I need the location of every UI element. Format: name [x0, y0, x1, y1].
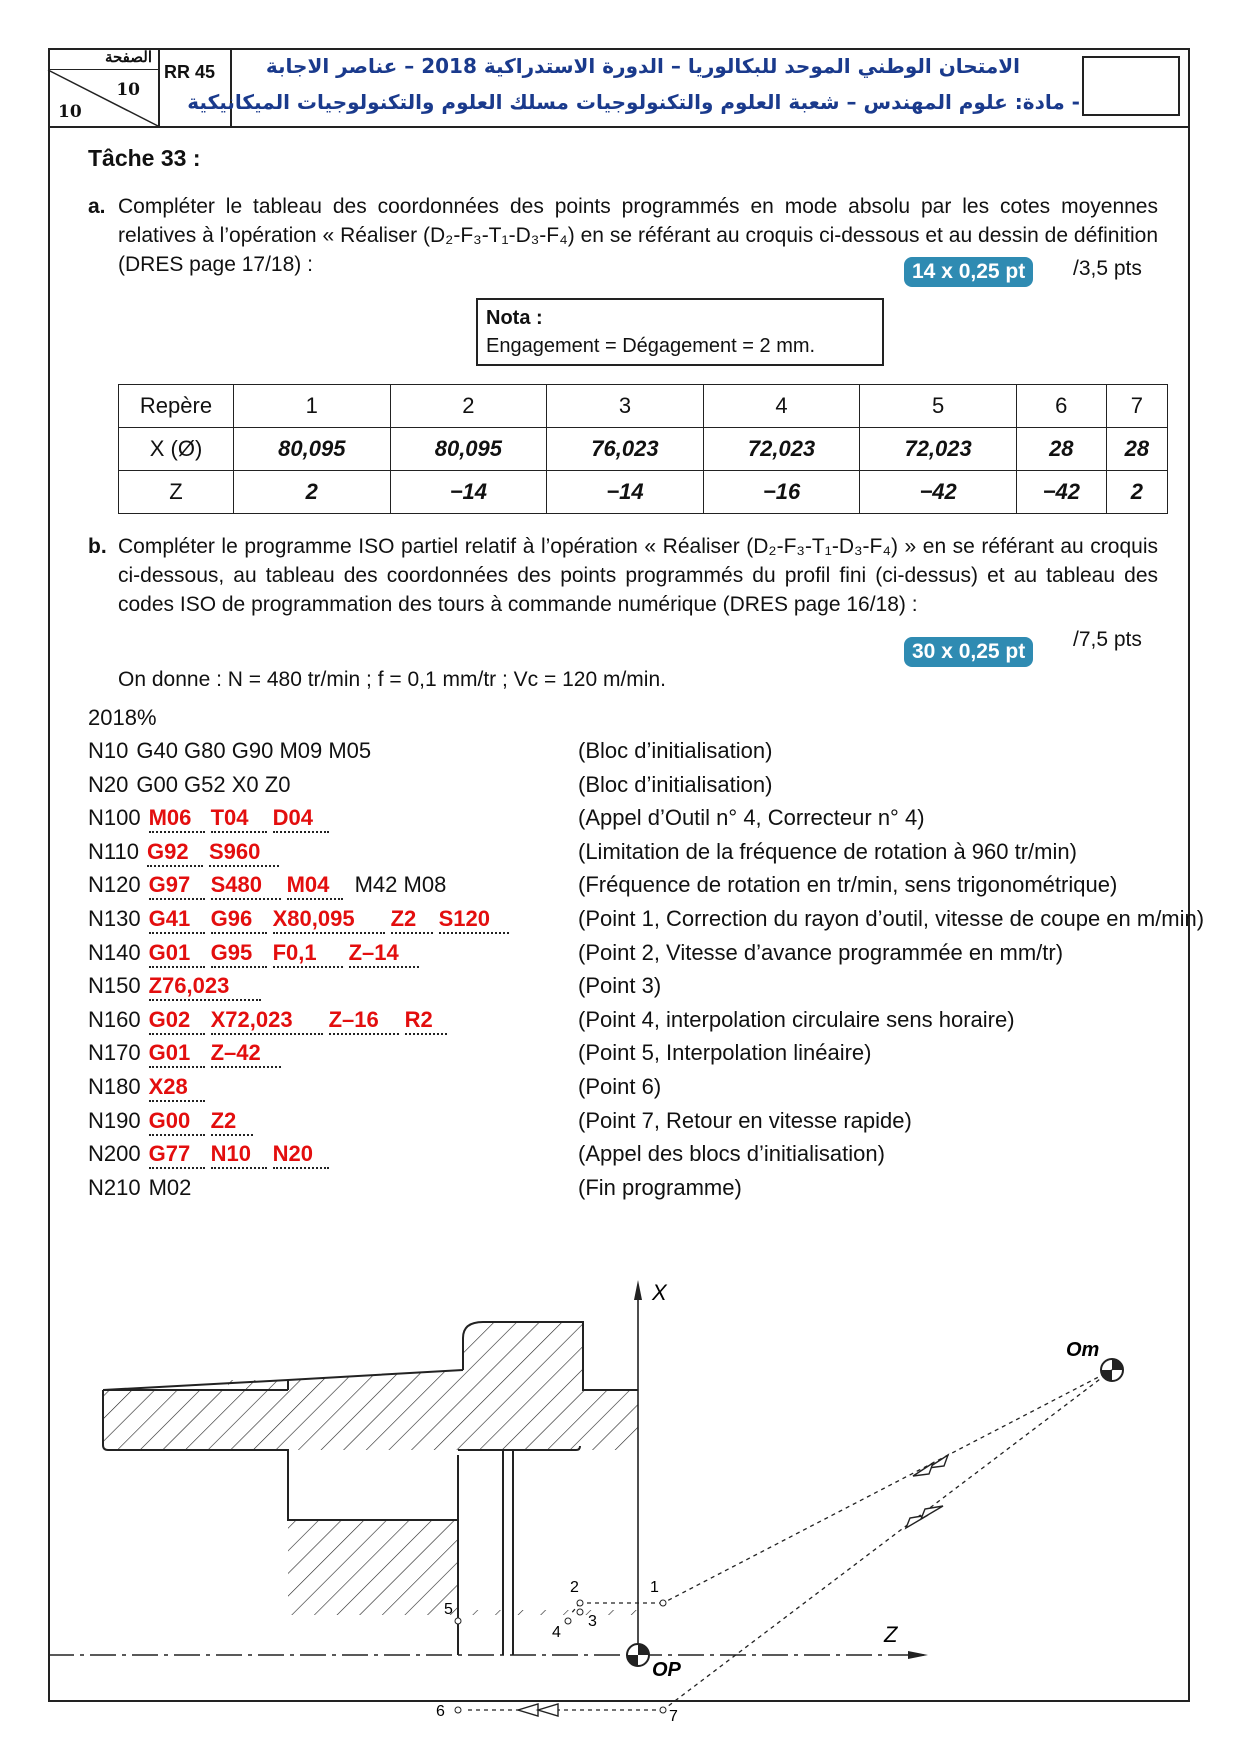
answer-field: M04 — [287, 872, 343, 900]
block-number: N10 — [88, 738, 129, 763]
question-b-text: Compléter le programme ISO partiel relatif à l’opération « Réaliser (D₂-F₃-T₁-D₃-F₄) » en se référant au croquis ci-dessous, au tableau des coordonnées des points programmés du profil fini (ci-dessus) et au tableau des codes ISO de programmation des tours à commande numérique (DRES page 16/18) : — [118, 535, 1158, 616]
answer-field: G97 — [149, 872, 205, 900]
block-comment: (Appel d’Outil n° 4, Correcteur n° 4) — [578, 805, 925, 831]
answer-field: G00 — [149, 1108, 205, 1136]
block-comment: (Bloc d’initialisation) — [578, 771, 773, 797]
point-4-label: 4 — [552, 1624, 561, 1641]
program-line — [88, 738, 371, 764]
z-value-cell: −42 — [1016, 471, 1106, 514]
answer-field: N20 — [273, 1141, 329, 1169]
x-value-cell: 72,023 — [703, 428, 860, 471]
nota-text: Engagement = Dégagement = 2 mm. — [486, 335, 816, 357]
exam-title: الامتحان الوطني الموحد للبكالوريا – الدورة الاستدراكية 2018 – عناصر الاجابة — [265, 54, 1020, 78]
point-6-label: 6 — [436, 1703, 445, 1720]
answer-field: G92 — [147, 839, 203, 867]
inner-step — [288, 1450, 458, 1520]
page-header — [48, 48, 1190, 128]
answer-field: M06 — [149, 805, 205, 833]
answer-field: Z–14 — [349, 940, 419, 968]
answer-field: S480 — [211, 872, 281, 900]
repere-cell: 4 — [703, 385, 860, 428]
program-line — [88, 940, 425, 968]
z-value-cell: −16 — [703, 471, 860, 514]
block-code: G40 G80 G90 M09 M05 — [136, 738, 372, 763]
answer-field: G77 — [149, 1141, 205, 1169]
z-value-cell: −14 — [390, 471, 547, 514]
z-value-cell: 2 — [1106, 471, 1167, 514]
answer-field: G01 — [149, 940, 205, 968]
answer-field: S960 — [209, 839, 279, 867]
program-line — [88, 805, 335, 833]
block-number: N120 — [88, 872, 141, 898]
program-line — [88, 1074, 211, 1102]
machining-sketch — [48, 1270, 1190, 1725]
question-b-label: b. — [88, 535, 107, 558]
answer-field: G02 — [149, 1007, 205, 1035]
answer-field: G96 — [211, 906, 267, 934]
task-title: Tâche 33 : — [88, 145, 201, 171]
om-origin — [1066, 1339, 1123, 1381]
repere-cell: 7 — [1106, 385, 1167, 428]
answer-field: X80,095 — [273, 906, 385, 934]
block-number: N100 — [88, 805, 141, 831]
z-axis-arrow — [908, 1651, 928, 1659]
page-total: 10 — [58, 102, 82, 122]
block-comment: (Point 3) — [578, 973, 662, 999]
z-value-cell: −14 — [547, 471, 704, 514]
coordinates-table — [118, 384, 1168, 514]
answer-field: F0,1 — [273, 940, 343, 968]
block-number: N20 — [88, 771, 129, 797]
answer-field: S120 — [439, 906, 509, 934]
x-value-cell: 72,023 — [860, 428, 1017, 471]
z-value-cell: −42 — [860, 471, 1017, 514]
block-comment: (Point 7, Retour en vitesse rapide) — [578, 1107, 912, 1133]
program-line — [88, 1040, 287, 1068]
program-line — [88, 772, 290, 798]
program-line — [88, 906, 515, 934]
program-line — [88, 872, 446, 900]
nota-title: Nota : — [486, 307, 543, 329]
question-a-text: Compléter le tableau des coordonnées des points programmés en mode absolu par les cotes moyennes relatives à l’opération « Réaliser (D₂-F₃-T₁-D₃-F₄) en se référant au croquis ci-dessous et au dessin de définition (DRES page 17/18) : — [118, 195, 1158, 276]
row-label-x: X (Ø) — [119, 428, 234, 471]
question-b — [88, 532, 1158, 619]
block-code: G00 G52 X0 Z0 — [136, 771, 291, 797]
answer-field: G01 — [149, 1040, 205, 1068]
op-label: OP — [652, 1659, 681, 1681]
block-comment: (Fin programme) — [578, 1174, 742, 1200]
inner-bore — [458, 1450, 638, 1610]
block-comment: (Point 2, Vitesse d’avance programmée en mm/tr) — [578, 939, 1064, 965]
block-number: N160 — [88, 1006, 141, 1032]
points-b: /7,5 pts — [1073, 628, 1142, 651]
block-number: N190 — [88, 1107, 141, 1133]
block-comment: (Appel des blocs d’initialisation) — [578, 1141, 885, 1167]
block-comment: (Point 1, Correction du rayon d’outil, vitesse de coupe en m/min) — [578, 906, 1205, 931]
x-value-cell: 80,095 — [234, 428, 391, 471]
block-number: N140 — [88, 939, 141, 965]
exam-code: RR 45 — [158, 48, 232, 126]
om-label: Om — [1066, 1339, 1100, 1361]
x-value-cell: 76,023 — [547, 428, 704, 471]
answer-field: Z–16 — [329, 1007, 399, 1035]
point-1-label: 1 — [650, 1579, 659, 1596]
table-row — [119, 428, 1168, 471]
program-line — [88, 1007, 453, 1035]
repere-cell: 3 — [547, 385, 704, 428]
x-value-cell: 28 — [1106, 428, 1167, 471]
x-value-cell: 28 — [1016, 428, 1106, 471]
answer-field: T04 — [211, 805, 267, 833]
block-comment: (Limitation de la fréquence de rotation à 960 tr/min) — [578, 838, 1077, 864]
block-code: M02 — [148, 1174, 192, 1200]
program-line — [88, 1108, 259, 1136]
block-number: N110 — [88, 838, 139, 864]
point-3-label: 3 — [588, 1613, 597, 1630]
answer-field: N10 — [211, 1141, 267, 1169]
answer-field: G95 — [211, 940, 267, 968]
left-bore — [103, 1450, 288, 1615]
points-a: /3,5 pts — [1073, 257, 1142, 280]
row-label-z: Z — [119, 471, 234, 514]
exam-subject: - مادة: علوم المهندس – شعبة العلوم والتكنولوجيات مسلك العلوم والتكنولوجيات الميكانيكية — [187, 90, 1080, 114]
answer-field: X72,023 — [211, 1007, 323, 1035]
z-value-cell: 2 — [234, 471, 391, 514]
answer-field: Z–42 — [211, 1040, 281, 1068]
answer-field: G41 — [149, 906, 205, 934]
block-comment: (Bloc d’initialisation) — [578, 738, 773, 763]
block-number: N130 — [88, 906, 141, 931]
program-line — [88, 1141, 335, 1169]
grade-box — [1082, 56, 1180, 116]
program-line — [88, 839, 285, 867]
block-number: N170 — [88, 1040, 141, 1066]
table-row — [119, 471, 1168, 514]
page-number: 10 — [116, 80, 140, 100]
answer-field: R2 — [405, 1007, 447, 1035]
repere-cell: 6 — [1016, 385, 1106, 428]
answer-field: Z76,023 — [149, 973, 261, 1001]
op-origin — [627, 1644, 682, 1681]
program-line — [88, 973, 267, 1001]
block-comment: (Fréquence de rotation en tr/min, sens trigonométrique) — [578, 872, 1118, 898]
x-axis-arrow — [634, 1280, 642, 1300]
table-row — [119, 385, 1168, 428]
block-number: N150 — [88, 973, 141, 999]
point-2-label: 2 — [570, 1579, 579, 1596]
page-label: الصفحة — [48, 48, 158, 70]
x-value-cell: 80,095 — [390, 428, 547, 471]
block-suffix: M42 M08 — [354, 872, 447, 898]
program-line — [88, 1175, 191, 1201]
block-number: N210 — [88, 1174, 141, 1200]
point-5-label: 5 — [444, 1601, 453, 1618]
z-axis-label: Z — [884, 1622, 898, 1647]
answer-field: D04 — [273, 805, 329, 833]
x-axis-label: X — [652, 1280, 667, 1305]
repere-cell: 1 — [234, 385, 391, 428]
point-7-label: 7 — [669, 1708, 678, 1725]
block-comment: (Point 4, interpolation circulaire sens horaire) — [578, 1006, 1015, 1032]
row-label-repere: Repère — [119, 385, 234, 428]
score-badge-a: 14 x 0,25 pt — [904, 257, 1033, 287]
nota-box — [476, 298, 884, 366]
repere-cell: 5 — [860, 385, 1017, 428]
question-a-label: a. — [88, 195, 106, 218]
program-header: 2018% — [88, 705, 157, 730]
repere-cell: 2 — [390, 385, 547, 428]
score-badge-b: 30 x 0,25 pt — [904, 637, 1033, 667]
block-comment: (Point 5, Interpolation linéaire) — [578, 1040, 872, 1066]
answer-field: Z2 — [211, 1108, 253, 1136]
block-number: N200 — [88, 1141, 141, 1167]
answer-field: Z2 — [391, 906, 433, 934]
page-number-box — [48, 48, 160, 126]
given-values: On donne : N = 480 tr/min ; f = 0,1 mm/tr ; Vc = 120 m/min. — [118, 668, 666, 691]
answer-field: X28 — [149, 1074, 205, 1102]
block-comment: (Point 6) — [578, 1074, 662, 1099]
block-number: N180 — [88, 1074, 141, 1099]
